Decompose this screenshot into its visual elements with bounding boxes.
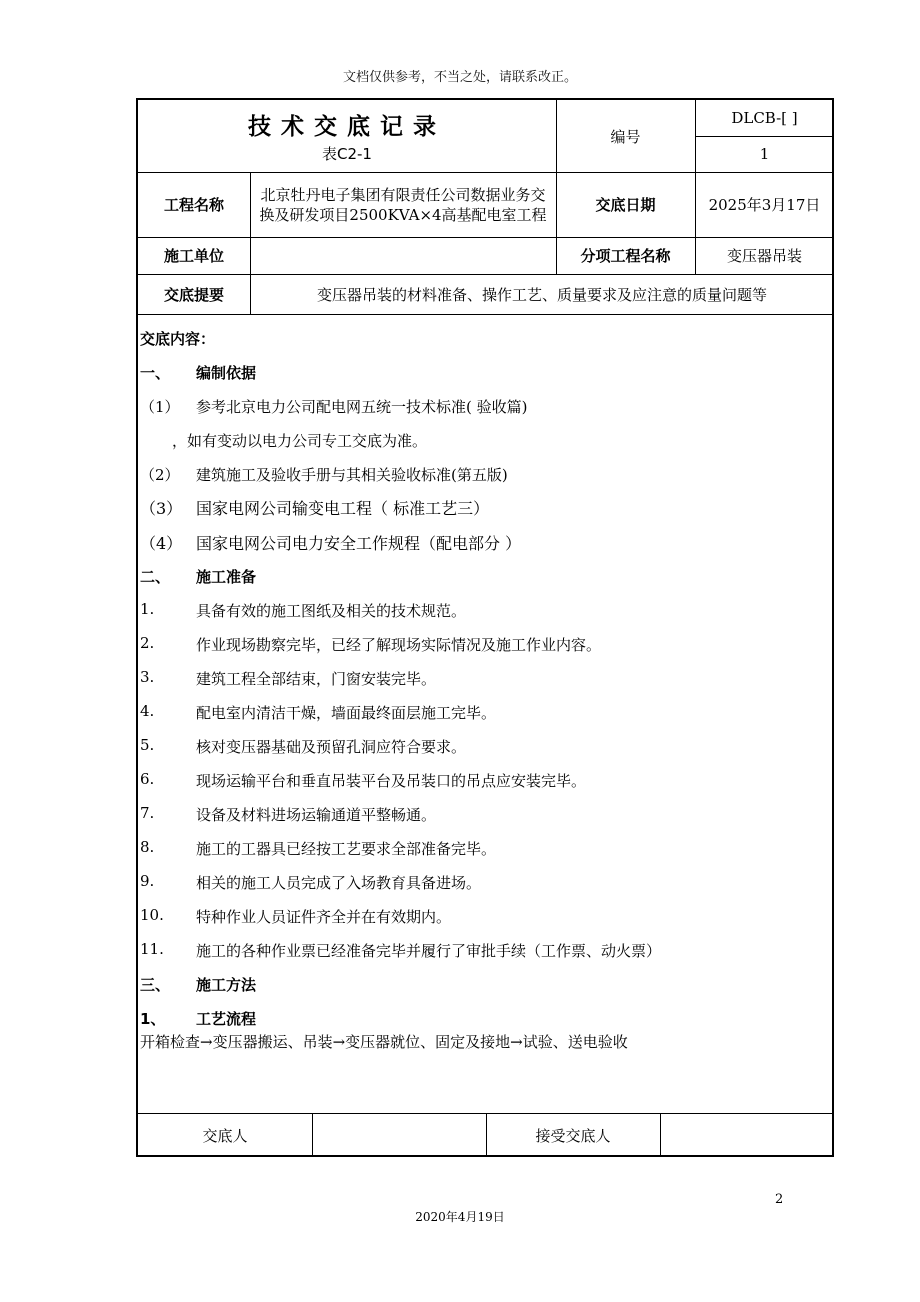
content-heading: 交底内容： — [140, 330, 216, 348]
construction-unit-label: 施工单位 — [163, 247, 224, 265]
disclosure-form — [136, 98, 834, 1157]
subproject-label: 分项工程名称 — [580, 247, 671, 265]
date-label: 交底日期 — [595, 196, 656, 214]
form-title: 技术交底记录 — [248, 113, 446, 140]
date-value: 2025年3月17日 — [708, 196, 821, 214]
number-seq: 1 — [759, 145, 770, 163]
discloser-label: 交底人 — [202, 1126, 248, 1145]
subproject-value: 变压器吊装 — [726, 247, 802, 265]
project-label: 工程名称 — [163, 196, 224, 214]
form-code: 表C2-1 — [322, 144, 372, 163]
divider — [138, 314, 834, 315]
summary-label: 交底提要 — [163, 285, 224, 304]
page-number: 2 — [775, 1192, 784, 1207]
receiver-label: 接受交底人 — [535, 1126, 611, 1145]
footer-date: 2020年4月19日 — [415, 1210, 505, 1224]
process-flow: 开箱检查→变压器搬运、吊装→变压器就位、固定及接地→试验、送电验收 — [140, 1033, 628, 1051]
number-label: 编号 — [610, 127, 641, 146]
number-value: DLCB-[ ] — [731, 109, 798, 127]
header-note: 文档仅供参考，不当之处，请联系改正。 — [342, 70, 577, 85]
summary-value: 变压器吊装的材料准备、操作工艺、质量要求及应注意的质量问题等 — [316, 285, 767, 304]
project-value: 北京牡丹电子集团有限责任公司数据业务交换及研发项目2500KVA×4高基配电室工程 — [259, 185, 547, 224]
